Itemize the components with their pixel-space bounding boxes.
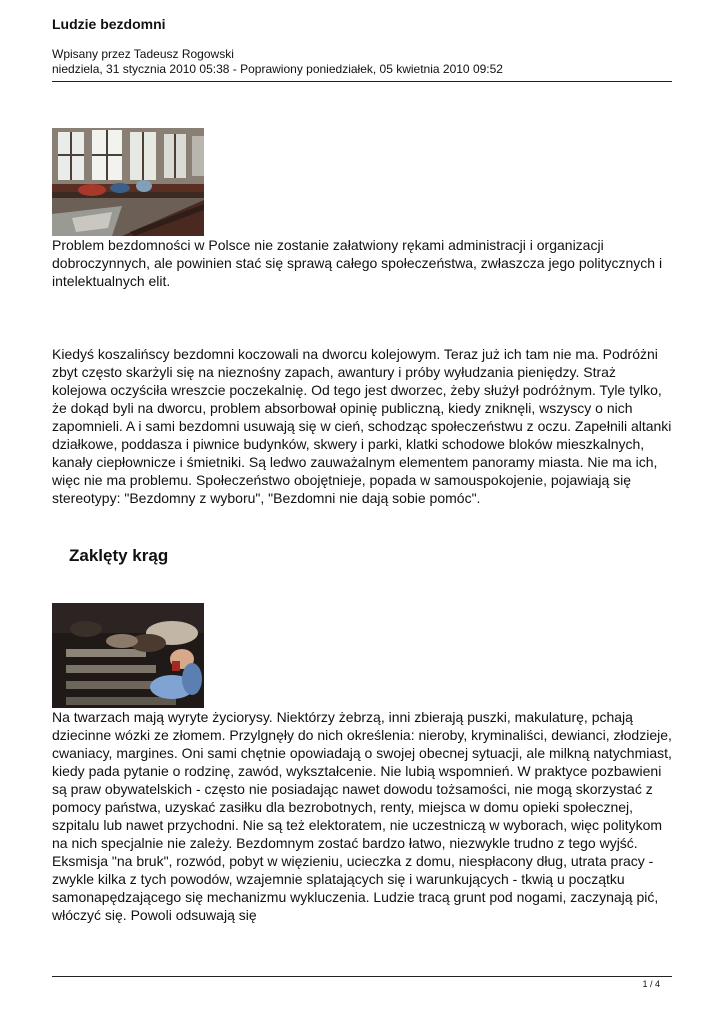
station-photo: [52, 128, 204, 236]
footer-divider: [52, 976, 672, 977]
header-divider: [52, 81, 672, 82]
body-paragraph-1: Kiedyś koszalińscy bezdomni koczowali na dworcu kolejowym. Teraz już ich tam nie ma. Podróżni zbyt często skarżyli się na nieznośny zapach, awantury i próby wyłudzania pieniędzy. Straż kolejowa oczyściła wreszcie poczekalnię. Od tego jest dworzec, żeby służył podróżnym. Tyle tylko, że dokąd byli na dworcu, problem absorbował opinię publiczną, kiedy zniknęli, wszyscy o nich zapomnieli. A i sami bezdomni usuwają się w cień, schodząc społeczeństwu z oczu. Zapełnili altanki działkowe, poddasza i piwnice budynków, skwery i parki, klatki schodowe bloków mieszkalnych, kanały ciepłownicze i śmietniki. Są ledwo zauważalnym elementem panoramy miasta. Nie ma ich, więc nie ma problemu. Społeczeństwo obojętnieje, popada w samouspokojenie, pojawiają się stereotypy: "Bezdomny z wyboru", "Bezdomni nie dają sobie pomóc".: [52, 346, 672, 506]
intro-paragraph: Problem bezdomności w Polsce nie zostanie załatwiony rękami administracji i organizacji dobroczynnych, ale powinien stać się sprawą całego społeczeństwa, zwłaszcza jego politycznych i intelektualnych elit.: [52, 237, 663, 289]
section-heading: Zaklęty krąg: [69, 546, 169, 565]
page-number: 1 / 4: [642, 979, 660, 989]
stairs-photo: [52, 603, 204, 708]
date-line: niedziela, 31 stycznia 2010 05:38 - Poprawiony poniedziałek, 05 kwietnia 2010 09:52: [52, 62, 503, 76]
body-paragraph-2: Na twarzach mają wyryte życiorysy. Niektórzy żebrzą, inni zbierają puszki, makulaturę, pchają dziecinne wózki ze złomem. Przylgnęły do nich określenia: nieroby, kryminaliści, dewianci, złodzieje, cwaniacy, margines. Oni sami chętnie opowiadają o swojej obecnej sytuacji, ale milkną natychmiast, kiedy pada pytanie o rodzinę, zawód, wykształcenie. Nie lubią wspomnień. W praktyce pozbawieni są praw obywatelskich - często nie posiadając nawet dowodu tożsamości, nie mogą skorzystać z pomocy państwa, uzyskać zasiłku dla bezrobotnych, renty, miejsca w domu opieki społecznej, szpitalu lub nawet przychodni. Nie są też elektoratem, nie uczestniczą w wyborach, więc politykom na nich specjalnie nie zależy. Bezdomnym zostać bardzo łatwo, niezwykle trudno z tego wyjść. Eksmisja "na bruk", rozwód, pobyt w więzieniu, ucieczka z domu, niespłacony dług, utrata pracy - zwykle kilka z tych powodów, wzajemnie splatających się i warunkujących - tkwią u początku samonapędzającego się mechanizmu wykluczenia. Ludzie tracą grunt pod nogami, zaczynają pić, włóczyć się. Powoli odsuwają się: [52, 709, 672, 923]
article-meta: [52, 47, 503, 77]
author-line: Wpisany przez Tadeusz Rogowski: [52, 47, 234, 61]
article-title: Ludzie bezdomni: [52, 16, 166, 32]
